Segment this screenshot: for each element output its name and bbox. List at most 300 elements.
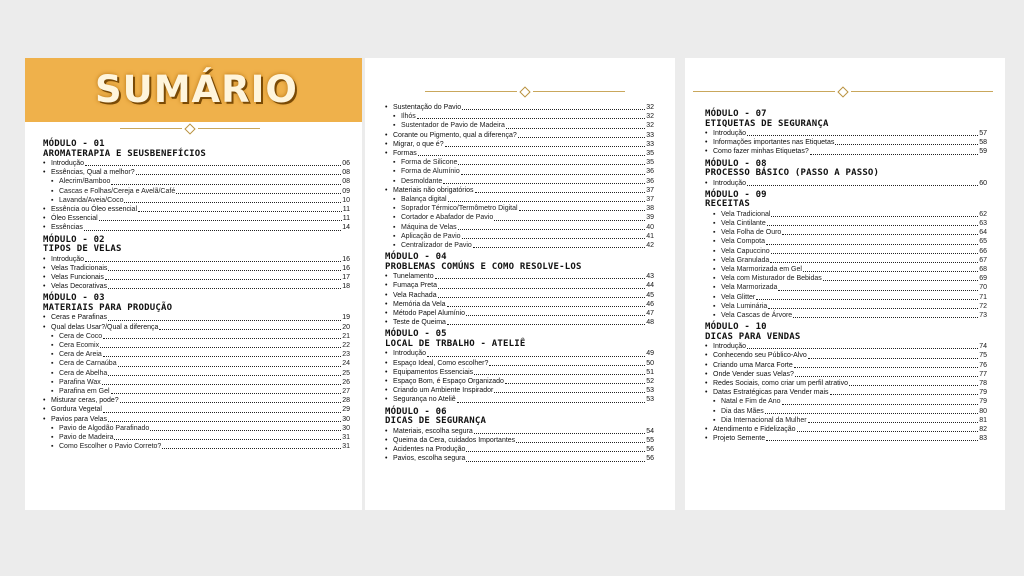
dot-leader <box>494 392 645 393</box>
dot-leader <box>461 174 645 175</box>
dot-leader <box>778 290 978 291</box>
bullet-icon: • <box>43 224 46 232</box>
toc-entry <box>705 265 987 274</box>
toc-entry-title: Velas Decorativas <box>51 283 108 291</box>
dot-leader <box>100 347 341 348</box>
dot-leader <box>108 421 341 422</box>
toc-entry <box>385 272 654 281</box>
bullet-icon: • <box>705 148 708 156</box>
module-number: MÓDULO - 03 <box>43 293 105 304</box>
toc-entry-page: 20 <box>342 323 350 331</box>
toc-entry-page: 27 <box>342 388 350 396</box>
toc-entry <box>385 158 654 167</box>
toc-page-2 <box>365 58 675 510</box>
toc-entry-title: Introdução <box>51 160 85 167</box>
toc-entry-title: Centralizador de Pavio <box>401 242 472 250</box>
page-title: SUMÁRIO <box>95 68 298 111</box>
dot-leader <box>435 278 646 279</box>
bullet-icon: ▪ <box>713 407 716 415</box>
toc-entry-title: Sustentador de Pavio de Madeira <box>401 122 505 130</box>
bullet-icon: • <box>705 389 708 397</box>
toc-entry-page: 79 <box>979 398 987 406</box>
toc-entry-title: Velas Funcionais <box>51 274 104 282</box>
bullet-icon: ▪ <box>713 220 716 228</box>
dot-leader <box>494 220 645 221</box>
toc-entry <box>43 433 350 442</box>
toc-entry-page: 24 <box>342 360 350 368</box>
toc-entry-title: Introdução <box>393 350 427 358</box>
bullet-icon: ▪ <box>713 229 716 237</box>
bullet-icon: ▪ <box>51 434 54 442</box>
bullet-icon: ▪ <box>713 302 716 310</box>
toc-entry <box>43 205 350 214</box>
toc-entry-title: Memória da Vela <box>393 300 446 308</box>
toc-entry-page: 23 <box>342 351 350 359</box>
bullet-icon: • <box>385 378 388 386</box>
module-title: DICAS PARA VENDAS <box>705 331 801 342</box>
toc-entry-page: 60 <box>979 179 987 187</box>
toc-entry <box>43 168 350 177</box>
dot-leader <box>808 358 978 359</box>
module-number: MÓDULO - 05 <box>385 329 447 340</box>
toc-entry-page: 59 <box>979 148 987 156</box>
toc-entry-title: Vela Folha de Ouro <box>721 229 782 237</box>
toc-entry-page: 81 <box>979 416 987 424</box>
toc-entry-page: 06 <box>342 160 350 167</box>
bullet-icon: ▪ <box>51 360 54 368</box>
toc-entry <box>705 302 987 311</box>
toc-entry-page: 14 <box>342 224 350 232</box>
dot-leader <box>782 404 979 405</box>
toc-entry-page: 72 <box>979 302 987 310</box>
toc-entry <box>43 396 350 405</box>
toc-entry-page: 69 <box>979 275 987 283</box>
toc-entry-title: Acidentes na Produção <box>393 446 466 454</box>
dot-leader <box>447 306 646 307</box>
toc-entry <box>43 187 350 196</box>
dot-leader <box>103 338 341 339</box>
toc-entry <box>705 370 987 379</box>
dot-leader <box>794 367 978 368</box>
bullet-icon: • <box>705 343 708 351</box>
bullet-icon: ▪ <box>713 284 716 292</box>
toc-entry <box>705 237 987 246</box>
toc-entry-page: 25 <box>342 369 350 377</box>
bullet-icon: • <box>385 282 388 290</box>
toc-entry <box>385 241 654 250</box>
bullet-icon: • <box>705 426 708 434</box>
toc-entry-page: 48 <box>646 319 654 327</box>
toc-entry-title: Balança digital <box>401 196 447 204</box>
toc-entry-page: 80 <box>979 407 987 415</box>
toc-entry-page: 33 <box>646 131 654 139</box>
dot-leader <box>111 393 342 394</box>
toc-entry-page: 36 <box>646 168 654 176</box>
toc-entry <box>385 121 654 130</box>
dot-leader <box>136 174 342 175</box>
toc-entry-title: Queima da Cera, cuidados Importantes <box>393 436 516 444</box>
toc-entry-page: 44 <box>646 282 654 290</box>
toc-entry-page: 29 <box>342 406 350 414</box>
bullet-icon: • <box>705 361 708 369</box>
toc-entry <box>705 138 987 147</box>
bullet-icon: • <box>385 104 388 111</box>
bullet-icon: ▪ <box>713 275 716 283</box>
toc-entry-page: 79 <box>979 389 987 397</box>
bullet-icon: ▪ <box>713 312 716 320</box>
toc-entry-title: Vela Capuccino <box>721 247 770 255</box>
dot-leader <box>445 146 646 147</box>
toc-entry-page: 50 <box>646 359 654 367</box>
toc-entry <box>705 361 987 370</box>
toc-entry <box>385 213 654 222</box>
toc-entry-title: Essências, Qual a melhor? <box>51 169 135 177</box>
bullet-icon: ▪ <box>713 238 716 246</box>
bullet-icon: • <box>385 427 388 435</box>
toc-entry-title: Como Escolher o Pavio Correto? <box>59 443 162 451</box>
bullet-icon: • <box>705 130 708 137</box>
toc-column-2 <box>385 103 654 464</box>
dot-leader <box>505 383 645 384</box>
toc-entry-title: Introdução <box>51 255 85 263</box>
toc-entry-page: 58 <box>979 139 987 147</box>
toc-entry <box>705 416 987 425</box>
dot-leader <box>462 238 646 239</box>
bullet-icon: ▪ <box>393 159 396 167</box>
toc-entry-page: 18 <box>342 283 350 291</box>
bullet-icon: • <box>705 370 708 378</box>
toc-entry-title: Vela Cintilante <box>721 220 766 228</box>
dot-leader <box>771 253 979 254</box>
toc-page-3 <box>685 58 1005 510</box>
toc-entry-page: 42 <box>646 242 654 250</box>
bullet-icon: • <box>385 387 388 395</box>
toc-entry-title: Cera de Abelha <box>59 369 108 377</box>
bullet-icon: • <box>385 455 388 463</box>
module-title: RECEITAS <box>705 199 750 210</box>
toc-entry-page: 73 <box>979 312 987 320</box>
dot-leader <box>417 118 645 119</box>
toc-entry-page: 54 <box>646 427 654 435</box>
toc-entry <box>385 309 654 318</box>
bullet-icon: ▪ <box>713 416 716 424</box>
dot-leader <box>473 247 645 248</box>
toc-entry <box>705 351 987 360</box>
toc-entry-title: Conhecendo seu Público-Alvo <box>713 352 807 360</box>
toc-entry-page: 21 <box>342 332 350 340</box>
toc-entry <box>43 214 350 223</box>
dot-leader <box>176 193 341 194</box>
toc-entry-title: Vela Cascas de Árvore <box>721 312 793 320</box>
toc-entry-title: Migrar, o que é? <box>393 140 444 148</box>
toc-entry <box>43 442 350 451</box>
module-title: LOCAL DE TRBALHO - ATELIÊ <box>385 338 526 349</box>
bullet-icon: ▪ <box>393 205 396 213</box>
toc-entry-page: 38 <box>646 205 654 213</box>
toc-entry-page: 37 <box>646 196 654 204</box>
toc-entry-title: Dia Internacional da Mulher <box>721 416 807 424</box>
toc-entry-page: 64 <box>979 229 987 237</box>
toc-entry-title: Espaço Bom, é Espaço Organizado <box>393 378 504 386</box>
toc-entry <box>385 291 654 300</box>
toc-entry <box>385 112 654 121</box>
toc-entry-title: Vela Compota <box>721 238 765 246</box>
toc-entry-page: 37 <box>646 186 654 194</box>
toc-entry-page: 33 <box>646 140 654 148</box>
toc-entry-page: 65 <box>979 238 987 246</box>
toc-entry <box>385 140 654 149</box>
toc-entry-page: 75 <box>979 352 987 360</box>
bullet-icon: • <box>385 359 388 367</box>
bullet-icon: • <box>43 255 46 263</box>
toc-entry-page: 76 <box>979 361 987 369</box>
toc-entry-page: 35 <box>646 150 654 158</box>
toc-entry-title: Projeto Semente <box>713 435 766 443</box>
toc-entry-page: 10 <box>342 196 350 204</box>
toc-entry <box>385 103 654 112</box>
toc-entry <box>43 282 350 291</box>
toc-entry <box>385 454 654 463</box>
toc-entry <box>43 177 350 186</box>
bullet-icon: ▪ <box>51 351 54 359</box>
bullet-icon: • <box>385 273 388 281</box>
toc-entry <box>385 427 654 436</box>
toc-entry <box>705 425 987 434</box>
toc-entry-title: Tunelamento <box>393 273 434 281</box>
toc-entry-page: 16 <box>342 264 350 272</box>
toc-entry-title: Cortador e Abafador de Pavio <box>401 214 494 222</box>
toc-entry-page: 68 <box>979 266 987 274</box>
toc-entry-title: Essência ou Óleo essencial <box>51 206 137 214</box>
toc-entry <box>705 247 987 256</box>
bullet-icon: • <box>385 319 388 327</box>
dot-leader <box>103 356 341 357</box>
toc-entry <box>385 349 654 358</box>
toc-entry <box>705 342 987 351</box>
toc-entry <box>385 177 654 186</box>
toc-entry-title: Informações importantes nas Etiquetas <box>713 139 835 147</box>
bullet-icon: • <box>705 352 708 360</box>
toc-entry-page: 32 <box>646 113 654 121</box>
toc-entry-page: 45 <box>646 291 654 299</box>
dot-leader <box>108 270 341 271</box>
toc-entry-title: Essências <box>51 224 83 232</box>
toc-entry <box>43 359 350 368</box>
bullet-icon: ▪ <box>393 113 396 121</box>
dot-leader <box>756 299 978 300</box>
module-number: MÓDULO - 01 <box>43 139 105 149</box>
toc-entry-title: Ilhós <box>401 113 416 121</box>
toc-entry-page: 62 <box>979 210 987 218</box>
bullet-icon: ▪ <box>713 247 716 255</box>
toc-entry-title: Método Papel Alumínio <box>393 310 465 318</box>
bullet-icon: ▪ <box>51 332 54 340</box>
toc-entry-page: 32 <box>646 104 654 111</box>
dot-leader <box>474 374 645 375</box>
module-number: MÓDULO - 10 <box>705 322 767 333</box>
dot-leader <box>474 433 645 434</box>
toc-entry-page: 17 <box>342 274 350 282</box>
dot-leader <box>766 440 978 441</box>
toc-entry-page: 71 <box>979 293 987 301</box>
toc-entry <box>385 386 654 395</box>
toc-entry-title: Forma de Alumínio <box>401 168 460 176</box>
toc-entry-title: Onde Vender suas Velas? <box>713 370 794 378</box>
module-number: MÓDULO - 04 <box>385 252 447 263</box>
toc-entry <box>705 311 987 320</box>
dot-leader <box>124 202 341 203</box>
dot-leader <box>108 320 341 321</box>
bullet-icon: • <box>385 368 388 376</box>
bullet-icon: • <box>385 436 388 444</box>
module-number: MÓDULO - 09 <box>705 189 767 200</box>
dot-leader <box>138 211 342 212</box>
toc-entry-page: 08 <box>342 169 350 177</box>
dot-leader <box>418 155 645 156</box>
dot-leader <box>105 279 341 280</box>
toc-entry-title: Criando uma Marca Forte <box>713 361 793 369</box>
bullet-icon: • <box>43 397 46 405</box>
bullet-icon: ▪ <box>51 443 54 451</box>
toc-entry-page: 47 <box>646 310 654 318</box>
module-number: MÓDULO - 07 <box>705 109 767 119</box>
bullet-icon: ▪ <box>51 178 54 186</box>
toc-entry <box>385 318 654 327</box>
toc-entry <box>385 149 654 158</box>
dot-leader <box>120 402 342 403</box>
dot-leader <box>797 431 979 432</box>
bullet-icon: • <box>43 206 46 214</box>
dot-leader <box>849 385 978 386</box>
toc-entry <box>43 350 350 359</box>
toc-entry-page: 11 <box>342 215 350 223</box>
bullet-icon: ▪ <box>713 266 716 274</box>
module-title: MATERIAIS PARA PRODUÇÃO <box>43 302 173 313</box>
bullet-icon: ▪ <box>713 256 716 264</box>
bullet-icon: ▪ <box>51 424 54 432</box>
ornament-divider <box>425 88 625 96</box>
dot-leader <box>823 280 978 281</box>
toc-entry-title: Máquina de Velas <box>401 223 457 231</box>
bullet-icon: • <box>385 300 388 308</box>
toc-entry <box>385 131 654 140</box>
toc-entry-title: Vela com Misturador de Bebidas <box>721 275 822 283</box>
dot-leader <box>84 230 341 231</box>
toc-column-3 <box>705 110 987 443</box>
toc-entry <box>43 255 350 264</box>
dot-leader <box>768 308 978 309</box>
module-title: DICAS DE SEGURANÇA <box>385 416 487 427</box>
toc-entry-page: 30 <box>342 424 350 432</box>
dot-leader <box>466 315 645 316</box>
bullet-icon: • <box>43 160 46 167</box>
dot-leader <box>103 412 341 413</box>
dot-leader <box>747 135 978 136</box>
toc-entry-page: 77 <box>979 370 987 378</box>
dot-leader <box>747 348 978 349</box>
toc-entry-title: Teste de Queima <box>393 319 446 327</box>
bullet-icon: • <box>385 310 388 318</box>
toc-entry-title: Cera de Carnaúba <box>59 360 117 368</box>
toc-entry-page: 43 <box>646 273 654 281</box>
toc-entry-title: Pavio de Algodão Parafinado <box>59 424 150 432</box>
module-number: MÓDULO - 08 <box>705 158 767 169</box>
bullet-icon: ▪ <box>51 369 54 377</box>
toc-entry <box>705 210 987 219</box>
toc-entry-page: 30 <box>342 415 350 423</box>
dot-leader <box>518 137 645 138</box>
toc-entry-page: 31 <box>342 434 350 442</box>
dot-leader <box>516 442 645 443</box>
ornament-divider <box>120 125 260 133</box>
bullet-icon: ▪ <box>51 187 54 195</box>
toc-entry-title: Corante ou Pigmento, qual a diferença? <box>393 131 517 139</box>
bullet-icon: • <box>43 314 46 322</box>
bullet-icon: • <box>43 274 46 282</box>
toc-entry <box>705 129 987 138</box>
bullet-icon: ▪ <box>51 378 54 386</box>
toc-entry <box>43 332 350 341</box>
toc-entry <box>385 300 654 309</box>
toc-entry-title: Sustentação do Pavio <box>393 104 462 111</box>
bullet-icon: ▪ <box>393 232 396 240</box>
bullet-icon: • <box>43 283 46 291</box>
toc-entry-page: 40 <box>646 223 654 231</box>
bullet-icon: • <box>705 179 708 187</box>
toc-entry-title: Gordura Vegetal <box>51 406 102 414</box>
dot-leader <box>118 366 342 367</box>
toc-entry-title: Como fazer minhas Etiquetas? <box>713 148 809 156</box>
toc-entry-page: 83 <box>979 435 987 443</box>
toc-entry-title: Atendimento e Fidelização <box>713 426 796 434</box>
toc-entry-page: 46 <box>646 300 654 308</box>
toc-entry <box>705 397 987 406</box>
toc-entry <box>43 196 350 205</box>
dot-leader <box>466 461 645 462</box>
dot-leader <box>458 164 645 165</box>
dot-leader <box>506 128 645 129</box>
bullet-icon: ▪ <box>713 398 716 406</box>
dot-leader <box>438 297 646 298</box>
toc-entry <box>705 219 987 228</box>
toc-entry-title: Vela Marmorizada em Gel <box>721 266 802 274</box>
toc-entry-title: Redes Sociais, como criar um perfil atrativo <box>713 380 848 388</box>
dot-leader <box>443 183 645 184</box>
toc-entry <box>705 379 987 388</box>
toc-entry <box>705 293 987 302</box>
bullet-icon: • <box>43 323 46 331</box>
title-banner <box>25 58 362 122</box>
toc-entry <box>705 388 987 397</box>
toc-entry <box>43 341 350 350</box>
toc-entry-title: Alecrim/Bamboo <box>59 178 111 186</box>
toc-entry-title: Cera de Coco <box>59 332 103 340</box>
dot-leader <box>427 356 645 357</box>
toc-entry <box>43 323 350 332</box>
bullet-icon: ▪ <box>393 242 396 250</box>
toc-entry-page: 08 <box>342 178 350 186</box>
toc-entry-title: Pavios, escolha segura <box>393 455 466 463</box>
toc-entry-title: Soprador Térmico/Termômetro Digital <box>401 205 518 213</box>
toc-entry-title: Óleo Essencial <box>51 215 98 223</box>
dot-leader <box>747 185 978 186</box>
dot-leader <box>795 376 978 377</box>
toc-entry-page: 70 <box>979 284 987 292</box>
toc-page-1 <box>25 58 362 510</box>
toc-entry <box>43 264 350 273</box>
module-number: MÓDULO - 06 <box>385 406 447 417</box>
bullet-icon: • <box>43 264 46 272</box>
